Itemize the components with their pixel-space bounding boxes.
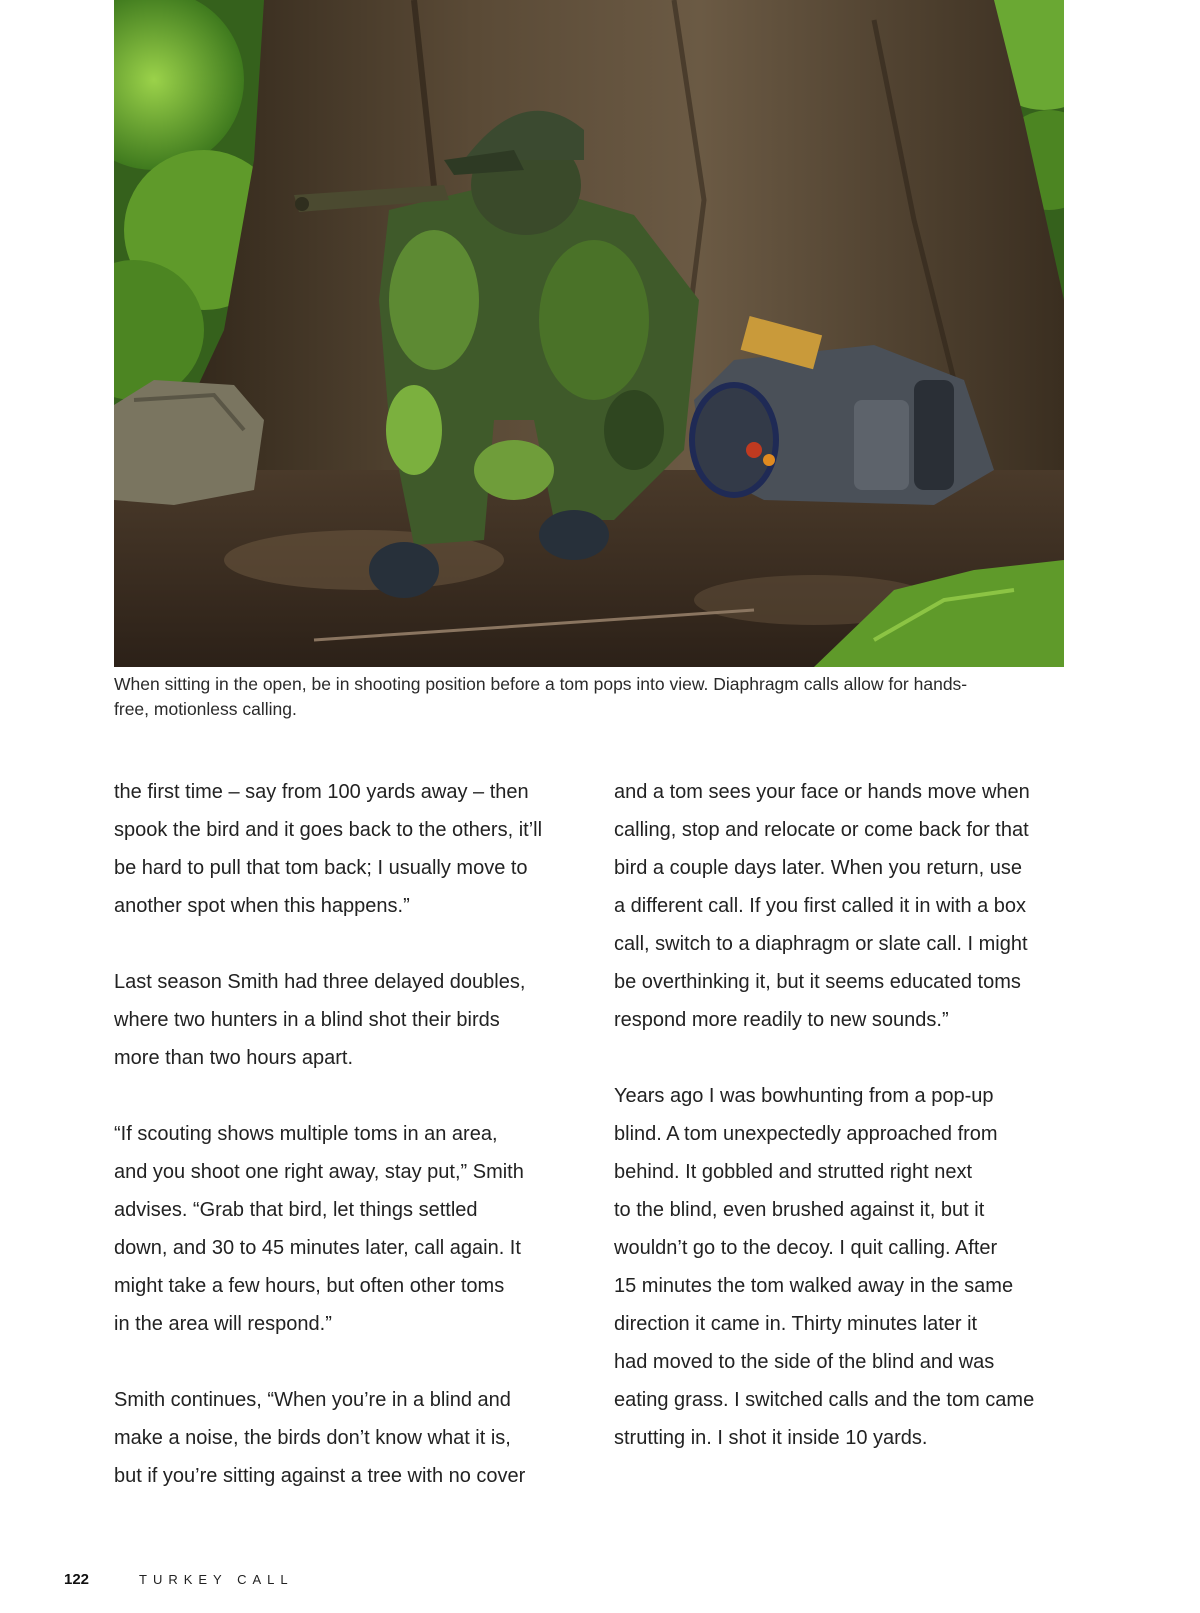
paragraph: and a tom sees your face or hands move when calling, stop and relocate or come back for that bird a couple days later. When you return, use a different call. If you first called it in with a box call, switch to a diaphragm or slate call. I might be overthinking it, but it seems educated toms respond more readily to new sounds.” xyxy=(614,781,1030,1031)
paragraph: Smith continues, “When you’re in a blind and make a noise, the birds don’t know what it is, but if you’re sitting against a tree with no cover xyxy=(114,1389,526,1487)
paragraph: Years ago I was bowhunting from a pop-up blind. A tom unexpectedly approached from behind. It gobbled and strutted right next to the blind, even brushed against it, but it wouldn’t go to the decoy. I quit calling. After 15 minutes the tom walked away in the same direction it came in. Thirty minutes later it had moved to the side of the blind and was eating grass. I switched calls and the tom came strutting in. I shot it inside 10 yards. xyxy=(614,1085,1035,1449)
paragraph: Last season Smith had three delayed doubles, where two hunters in a blind shot their birds more than two hours apart. xyxy=(114,971,526,1069)
photo-caption: When sitting in the open, be in shooting position before a tom pops into view. Diaphragm calls allow for hands- free, motionless calling. xyxy=(114,674,968,719)
hunter-sitting-against-tree-image xyxy=(114,0,1064,667)
paragraph: the first time – say from 100 yards away – then spook the bird and it goes back to the others, it’ll be hard to pull that tom back; I usually move to another spot when this happens.” xyxy=(114,781,543,917)
article-right-column xyxy=(614,773,1084,1457)
paragraph: “If scouting shows multiple toms in an area, and you shoot one right away, stay put,” Smith advises. “Grab that bird, let things settled down, and 30 to 45 minutes later, call again. It might take a few hours, but often other toms in the area will respond.” xyxy=(114,1123,524,1335)
page-number: 122 xyxy=(64,1571,90,1588)
hunter-photo xyxy=(114,0,1064,667)
magazine-name: TURKEY CALL xyxy=(139,1572,294,1587)
article-left-column xyxy=(114,773,594,1495)
